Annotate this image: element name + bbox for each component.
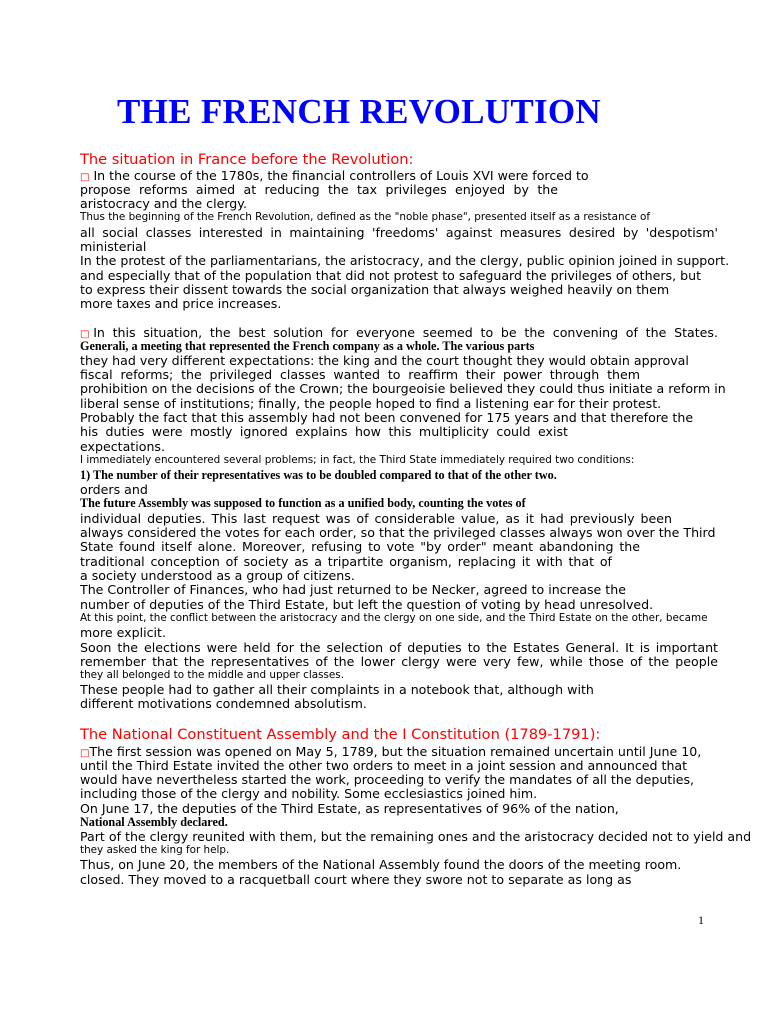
text-line: they had very different expectations: the king and the court thought they would obtain approval [80, 353, 689, 368]
page-number: 1 [698, 913, 704, 927]
text-line: expectations. [80, 439, 165, 454]
text-line: These people had to gather all their complaints in a notebook that, although with [80, 682, 594, 697]
text-line: Part of the clergy reunited with them, but the remaining ones and the aristocracy decided not to yield and [80, 829, 752, 844]
text-line: propose reforms aimed at reducing the tax privileges enjoyed by the [80, 182, 558, 197]
text-line: his duties were mostly ignored explains how this multiplicity could exist [80, 424, 568, 439]
text-line: traditional conception of society as a tripartite organism, replacing it with that of [80, 554, 612, 569]
text-line: ministerial [80, 239, 147, 254]
text-line: all social classes interested in maintaining 'freedoms' against measures desired by 'despotism' [80, 225, 718, 240]
text-line: prohibition on the decisions of the Crown; the bourgeoisie believed they could thus initiate a reform in [80, 381, 726, 396]
text-line: to express their dissent towards the social organization that always weighed heavily on them [80, 282, 670, 297]
text-line: more explicit. [80, 625, 166, 640]
text-line: In the protest of the parliamentarians, the aristocracy, and the clergy, public opinion joined in support. [80, 253, 730, 268]
text-line: and especially that of the population that did not protest to safeguard the privileges of others, but [80, 268, 702, 283]
text-line: closed. They moved to a racquetball court where they swore not to separate as long as [80, 872, 632, 887]
text-line: liberal sense of institutions; finally, the people hoped to find a listening ear for their protest. [80, 396, 662, 411]
section-heading: The situation in France before the Revolution: [80, 151, 414, 168]
text-line: □In this situation, the best solution for everyone seemed to be the convening of the States. [80, 325, 718, 340]
text-line: □The first session was opened on May 5, 1789, but the situation remained uncertain until June 10, [80, 744, 702, 759]
text-line: more taxes and price increases. [80, 296, 282, 311]
text-line: until the Third Estate invited the other two orders to meet in a joint session and announced that [80, 758, 688, 773]
text-line: including those of the clergy and nobility. Some ecclesiastics joined him. [80, 786, 538, 801]
text-line: Probably the fact that this assembly had not been convened for 175 years and that therefore the [80, 410, 694, 425]
text-line: orders and [80, 482, 148, 497]
text-line: State found itself alone. Moreover, refusing to vote "by order" meant abandoning the [80, 539, 640, 554]
text-line: At this point, the conflict between the aristocracy and the clergy on one side, and the Third Estate on the other, became [80, 612, 708, 624]
text-line: individual deputies. This last request was of considerable value, as it had previously been [80, 511, 672, 526]
text-line: Thus the beginning of the French Revolution, defined as the "noble phase", presented itself as a resistance of [80, 211, 650, 223]
text-line: 1) The number of their representatives was to be doubled compared to that of the other two. [80, 468, 557, 482]
text-line: number of deputies of the Third Estate, but left the question of voting by head unresolved. [80, 597, 654, 612]
text-line: they all belonged to the middle and upper classes. [80, 669, 345, 681]
text-line: Generali, a meeting that represented the French company as a whole. The various parts [80, 339, 535, 353]
text-line: National Assembly declared. [80, 815, 228, 829]
text-line: On June 17, the deputies of the Third Estate, as representatives of 96% of the nation, [80, 801, 619, 816]
text-line: fiscal reforms; the privileged classes wanted to reaffirm their power through them [80, 367, 640, 382]
page-title: THE FRENCH REVOLUTION [117, 92, 601, 131]
text-line: The future Assembly was supposed to function as a unified body, counting the votes of [80, 496, 526, 510]
text-line: The Controller of Finances, who had just returned to be Necker, agreed to increase the [80, 582, 626, 597]
text-line: remember that the representatives of the lower clergy were very few, while those of the people [80, 654, 718, 669]
text-line: Soon the elections were held for the selection of deputies to the Estates General. It is important [80, 640, 718, 655]
text-line: always considered the votes for each order, so that the privileged classes always won over the Third [80, 525, 716, 540]
text-line: □ In the course of the 1780s, the financial controllers of Louis XVI were forced to [80, 168, 589, 183]
text-line: they asked the king for help. [80, 844, 230, 856]
section-heading: The National Constituent Assembly and the I Constitution (1789-1791): [80, 726, 601, 743]
text-line: different motivations condemned absolutism. [80, 696, 367, 711]
bullet-icon: □ [80, 748, 90, 759]
text-line: I immediately encountered several problems; in fact, the Third State immediately required two conditions: [80, 454, 635, 466]
text-line: would have nevertheless started the work, proceeding to verify the mandates of all the deputies, [80, 772, 695, 787]
text-line: Thus, on June 20, the members of the National Assembly found the doors of the meeting room. [80, 857, 682, 872]
bullet-icon: □ [80, 329, 94, 340]
text-line: aristocracy and the clergy. [80, 196, 247, 211]
text-line: a society understood as a group of citizens. [80, 568, 355, 583]
bullet-icon: □ [80, 172, 90, 183]
